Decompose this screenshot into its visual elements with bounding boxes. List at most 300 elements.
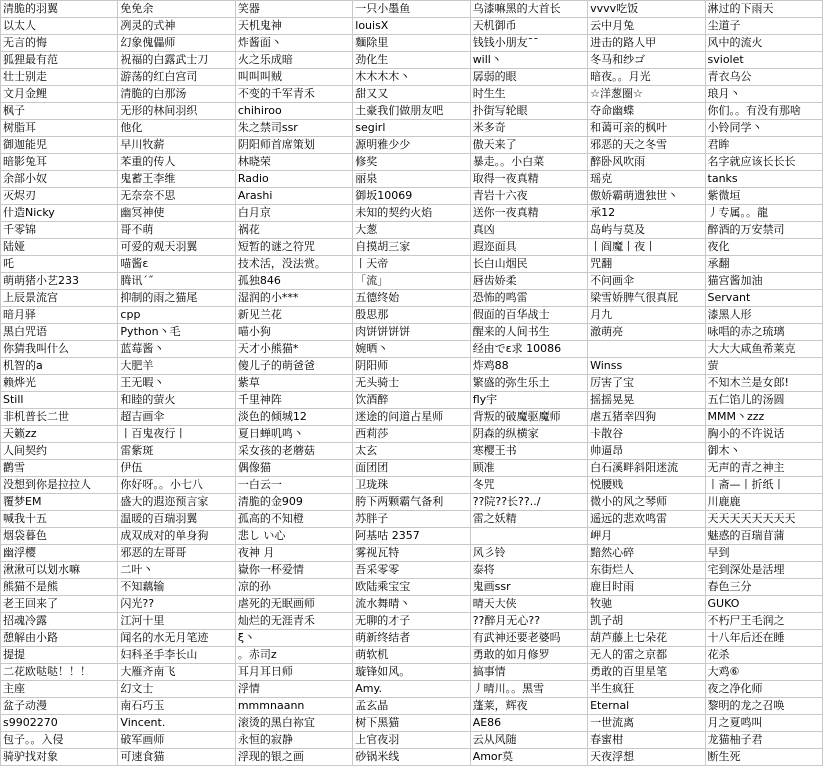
table-cell[interactable]: 欧陆乘宝宝 xyxy=(353,579,470,596)
table-cell[interactable]: 二花欧哒哒！！！ xyxy=(1,664,118,681)
table-cell[interactable]: 大大大咸鱼希莱克 xyxy=(705,341,822,358)
table-cell[interactable]: 风中的流火 xyxy=(705,35,822,52)
table-cell[interactable]: 覆梦EM xyxy=(1,494,118,511)
table-cell[interactable]: 机智的a xyxy=(1,358,118,375)
table-cell[interactable]: 宅到深处是活埋 xyxy=(705,562,822,579)
table-cell[interactable]: 祝福的白露武士刀 xyxy=(118,52,235,69)
table-cell[interactable]: 你猜我叫什么 xyxy=(1,341,118,358)
table-cell[interactable]: 丿晴川。。黑雪 xyxy=(470,681,587,698)
table-cell[interactable]: 晴天大侠 xyxy=(470,596,587,613)
table-cell[interactable]: will丶 xyxy=(470,52,587,69)
table-cell[interactable]: 饮酒醉 xyxy=(353,392,470,409)
table-cell[interactable]: 肉饼饼饼饼 xyxy=(353,324,470,341)
table-cell[interactable]: 春色三分 xyxy=(705,579,822,596)
table-cell[interactable]: 太玄 xyxy=(353,443,470,460)
table-cell[interactable]: 清脆的羽翼 xyxy=(1,1,118,18)
table-cell[interactable]: 经由でɛ求 10086 xyxy=(470,341,587,358)
table-cell[interactable]: 天天天天天天天天 xyxy=(705,511,822,528)
table-cell[interactable]: 川鹿鹿 xyxy=(705,494,822,511)
table-cell[interactable]: segirl xyxy=(353,120,470,137)
table-cell[interactable]: 卡散谷 xyxy=(588,426,705,443)
table-cell[interactable]: 丿专属。。龍 xyxy=(705,205,822,222)
table-cell[interactable]: 嶽你一杯爱情 xyxy=(235,562,352,579)
table-cell[interactable]: 淡色的倾城12 xyxy=(235,409,352,426)
table-cell[interactable]: 天才小熊猫* xyxy=(235,341,352,358)
table-cell[interactable]: 悲し い心 xyxy=(235,528,352,545)
table-cell[interactable]: 阴森的纵横家 xyxy=(470,426,587,443)
table-cell[interactable]: 青衣乌公 xyxy=(705,69,822,86)
table-cell[interactable]: 凯子胡 xyxy=(588,613,705,630)
table-cell[interactable]: 不知藕输 xyxy=(118,579,235,596)
table-cell[interactable]: 五仁馅儿的汤圆 xyxy=(705,392,822,409)
table-cell[interactable]: 火之乐成暗 xyxy=(235,52,352,69)
table-cell[interactable]: 胯下两颗霸气备利 xyxy=(353,494,470,511)
table-cell[interactable]: 江河十里 xyxy=(118,613,235,630)
table-cell[interactable]: 陆娅 xyxy=(1,239,118,256)
table-cell[interactable]: 幽浮樱 xyxy=(1,545,118,562)
table-cell[interactable]: 乌漆嘛黑的大首长 xyxy=(470,1,587,18)
table-cell[interactable]: 丨天帝 xyxy=(353,256,470,273)
table-cell[interactable]: 你们。。有没有那啥 xyxy=(705,103,822,120)
table-cell[interactable]: 林晓荣 xyxy=(235,154,352,171)
table-cell[interactable]: 有武神还要老婆吗 xyxy=(470,630,587,647)
table-cell[interactable]: 非机普长二世 xyxy=(1,409,118,426)
table-cell[interactable]: 送你一夜真精 xyxy=(470,205,587,222)
table-cell[interactable]: 半生疯狂 xyxy=(588,681,705,698)
table-cell[interactable]: 龙猫柚子君 xyxy=(705,732,822,749)
table-cell[interactable]: 天机鬼神 xyxy=(235,18,352,35)
table-cell[interactable]: 蓝莓酱丶 xyxy=(118,341,235,358)
table-cell[interactable]: 时生生 xyxy=(470,86,587,103)
table-cell[interactable]: 招魂冷露 xyxy=(1,613,118,630)
table-cell[interactable]: 二叶丶 xyxy=(118,562,235,579)
table-cell[interactable]: 赖烨光 xyxy=(1,375,118,392)
table-cell[interactable]: 不朽尸王毛润之 xyxy=(705,613,822,630)
table-cell[interactable]: 腾讯ˊ˝ xyxy=(118,273,235,290)
table-cell[interactable]: 早到 xyxy=(705,545,822,562)
table-cell[interactable]: 丨百鬼夜行丨 xyxy=(118,426,235,443)
table-cell[interactable]: 老王回来了 xyxy=(1,596,118,613)
table-cell[interactable]: 未知的契约火焰 xyxy=(353,205,470,222)
table-cell[interactable]: 紫微垣 xyxy=(705,188,822,205)
table-cell[interactable]: 可速食猫 xyxy=(118,749,235,766)
table-cell[interactable]: 不变的千军青禾 xyxy=(235,86,352,103)
table-cell[interactable]: tanks xyxy=(705,171,822,188)
table-cell[interactable]: 丽泉 xyxy=(353,171,470,188)
table-cell[interactable]: ☆洋葱圈☆ xyxy=(588,86,705,103)
table-cell[interactable]: 寒樱王书 xyxy=(470,443,587,460)
table-cell[interactable]: 烟袋暮色 xyxy=(1,528,118,545)
table-cell[interactable]: 夜神 月 xyxy=(235,545,352,562)
table-cell[interactable]: 灭烬刃 xyxy=(1,188,118,205)
table-cell[interactable]: 可爱的观天羽翼 xyxy=(118,239,235,256)
table-cell[interactable]: 免免余 xyxy=(118,1,235,18)
table-cell[interactable]: 吾采零零 xyxy=(353,562,470,579)
table-cell[interactable]: 葫芦藤上七朵花 xyxy=(588,630,705,647)
table-cell[interactable]: 名字就应该长长长 xyxy=(705,154,822,171)
table-cell[interactable]: 夜化 xyxy=(705,239,822,256)
table-cell[interactable]: 漆黑人形 xyxy=(705,307,822,324)
table-cell[interactable]: 笑器 xyxy=(235,1,352,18)
table-cell[interactable]: 技术活，没法赏。 xyxy=(235,256,352,273)
table-cell[interactable]: 不知木兰是女郎! xyxy=(705,375,822,392)
table-cell[interactable]: 鹿目时雨 xyxy=(588,579,705,596)
table-cell[interactable]: Vincent. xyxy=(118,715,235,732)
table-cell[interactable]: 熊猫不是熊 xyxy=(1,579,118,596)
table-cell[interactable]: 盛大的遐迩预言家 xyxy=(118,494,235,511)
table-cell[interactable]: 唇齿娇柔 xyxy=(470,273,587,290)
table-cell[interactable]: 破军画师 xyxy=(118,732,235,749)
table-cell[interactable]: 鬼蓄王李维 xyxy=(118,171,235,188)
table-cell[interactable]: 无聊的才子 xyxy=(353,613,470,630)
table-cell[interactable]: 树下黑猫 xyxy=(353,715,470,732)
table-cell[interactable]: 夜之净化师 xyxy=(705,681,822,698)
table-cell[interactable]: 炸鸡88 xyxy=(470,358,587,375)
table-cell[interactable]: 麵除里 xyxy=(353,35,470,52)
table-cell[interactable]: 鬼画ssr xyxy=(470,579,587,596)
table-cell[interactable]: 「流」 xyxy=(353,273,470,290)
table-cell[interactable]: 萌萌猪小艺233 xyxy=(1,273,118,290)
table-cell[interactable]: 遐迩面具 xyxy=(470,239,587,256)
table-cell[interactable]: 他化 xyxy=(118,120,235,137)
table-cell[interactable]: 没想到你是拉拉人 xyxy=(1,477,118,494)
table-cell[interactable]: 傲娇霸萌遗独世丶 xyxy=(588,188,705,205)
table-cell[interactable]: Winss xyxy=(588,358,705,375)
table-cell[interactable]: 断生死 xyxy=(705,749,822,766)
table-cell[interactable]: 千里神阵 xyxy=(235,392,352,409)
table-cell[interactable]: 猫宫酱加油 xyxy=(705,273,822,290)
table-cell[interactable]: 以太人 xyxy=(1,18,118,35)
table-cell[interactable]: 吒 xyxy=(1,256,118,273)
table-cell[interactable]: 自摸胡三家 xyxy=(353,239,470,256)
table-cell[interactable]: 月之夏鸣叫 xyxy=(705,715,822,732)
table-cell[interactable]: 流水舞晴丶 xyxy=(353,596,470,613)
table-cell[interactable]: 微小的风之琴师 xyxy=(588,494,705,511)
table-cell[interactable]: 真凶 xyxy=(470,222,587,239)
table-cell[interactable]: fly宇 xyxy=(470,392,587,409)
table-cell[interactable]: 游荡的红白宫司 xyxy=(118,69,235,86)
table-cell[interactable]: 无言的悔 xyxy=(1,35,118,52)
table-cell[interactable]: 月九 xyxy=(588,307,705,324)
table-cell[interactable]: 闪光?? xyxy=(118,596,235,613)
table-cell[interactable]: 冽灵的式神 xyxy=(118,18,235,35)
table-cell[interactable]: 承翻 xyxy=(705,256,822,273)
table-cell[interactable]: 泰将 xyxy=(470,562,587,579)
table-cell[interactable]: 长白山烟民 xyxy=(470,256,587,273)
table-cell[interactable]: 耳月耳日师 xyxy=(235,664,352,681)
table-cell[interactable]: Arashi xyxy=(235,188,352,205)
table-cell[interactable]: 蓬莱，辉夜 xyxy=(470,698,587,715)
table-cell[interactable]: 青岩十六夜 xyxy=(470,188,587,205)
table-cell[interactable]: 劲化生 xyxy=(353,52,470,69)
table-cell[interactable]: Eternal xyxy=(588,698,705,715)
table-cell[interactable]: 丨斋—丨折纸丨 xyxy=(705,477,822,494)
table-cell[interactable]: s9902270 xyxy=(1,715,118,732)
table-cell[interactable]: 风彡铃 xyxy=(470,545,587,562)
table-cell[interactable]: 卫珑珠 xyxy=(353,477,470,494)
table-cell[interactable]: 魅惑的百瑞苜蒲 xyxy=(705,528,822,545)
table-cell[interactable]: 婉晒丶 xyxy=(353,341,470,358)
table-cell[interactable]: 早川牧薪 xyxy=(118,137,235,154)
table-cell[interactable]: 暗影兔耳 xyxy=(1,154,118,171)
table-cell[interactable]: Radio xyxy=(235,171,352,188)
table-cell[interactable]: 取得一夜真精 xyxy=(470,171,587,188)
table-cell[interactable]: 小铃同学丶 xyxy=(705,120,822,137)
table-cell[interactable]: 苏胖子 xyxy=(353,511,470,528)
table-cell[interactable]: 西莉莎 xyxy=(353,426,470,443)
table-cell[interactable]: 余部小奴 xyxy=(1,171,118,188)
table-cell[interactable]: 无人的雷之京都 xyxy=(588,647,705,664)
table-cell[interactable]: 傲天来了 xyxy=(470,137,587,154)
table-cell[interactable]: 鹳雪 xyxy=(1,460,118,477)
table-cell[interactable]: 淋过的下雨天 xyxy=(705,1,822,18)
table-cell[interactable]: 咏唱的赤之琉璃 xyxy=(705,324,822,341)
table-cell[interactable]: 孤独846 xyxy=(235,273,352,290)
table-cell[interactable]: 尘道子 xyxy=(705,18,822,35)
table-cell[interactable]: 孤高的不知橙 xyxy=(235,511,352,528)
table-cell[interactable]: Python丶毛 xyxy=(118,324,235,341)
table-cell[interactable]: MMM丶zzz xyxy=(705,409,822,426)
table-cell[interactable]: 闻名的水无月笔迹 xyxy=(118,630,235,647)
table-cell[interactable]: 悦腰贱 xyxy=(588,477,705,494)
table-cell[interactable]: 树脂耳 xyxy=(1,120,118,137)
table-cell[interactable]: 伊伍 xyxy=(118,460,235,477)
table-cell[interactable]: 御坂10069 xyxy=(353,188,470,205)
table-cell[interactable]: 甜又又 xyxy=(353,86,470,103)
table-cell[interactable]: 永恒的寂静 xyxy=(235,732,352,749)
table-cell[interactable]: 主座 xyxy=(1,681,118,698)
table-cell[interactable]: 勇敢的如月修罗 xyxy=(470,647,587,664)
table-cell[interactable]: 提提 xyxy=(1,647,118,664)
table-cell[interactable]: 背叛的破魔驱魔师 xyxy=(470,409,587,426)
table-cell[interactable]: 黎明的龙之召唤 xyxy=(705,698,822,715)
table-cell[interactable]: 清脆的金909 xyxy=(235,494,352,511)
table-cell[interactable]: 无声的青之神主 xyxy=(705,460,822,477)
table-cell[interactable]: Servant xyxy=(705,290,822,307)
table-cell[interactable]: 雾视瓦特 xyxy=(353,545,470,562)
table-cell[interactable]: 黑白咒语 xyxy=(1,324,118,341)
table-cell[interactable]: 阿基咕 2357 xyxy=(353,528,470,545)
table-cell[interactable]: 一只小墨鱼 xyxy=(353,1,470,18)
table-cell[interactable]: 无形的林间羽织 xyxy=(118,103,235,120)
table-cell[interactable]: GUKO xyxy=(705,596,822,613)
table-cell[interactable]: 虐死的无眠画师 xyxy=(235,596,352,613)
table-cell[interactable]: 湿润的小*** xyxy=(235,290,352,307)
table-cell[interactable]: Amy. xyxy=(353,681,470,698)
table-cell[interactable]: 炸酱面丶 xyxy=(235,35,352,52)
table-cell[interactable]: 瑶克 xyxy=(588,171,705,188)
table-cell[interactable]: 岛屿与莫及 xyxy=(588,222,705,239)
table-cell[interactable]: 萌新终结者 xyxy=(353,630,470,647)
table-cell[interactable]: 扑街写轮眼 xyxy=(470,103,587,120)
table-cell[interactable]: 大鸡⑥ xyxy=(705,664,822,681)
table-cell[interactable]: 岬月 xyxy=(588,528,705,545)
table-cell[interactable]: 幻文士 xyxy=(118,681,235,698)
table-cell[interactable]: 祸花 xyxy=(235,222,352,239)
table-cell[interactable]: 帅逼昂 xyxy=(588,443,705,460)
table-cell[interactable]: 采女孩的老蘑菇 xyxy=(235,443,352,460)
table-cell[interactable]: 木木木木丶 xyxy=(353,69,470,86)
table-cell[interactable]: 云从风随 xyxy=(470,732,587,749)
table-cell[interactable]: 君眸 xyxy=(705,137,822,154)
table-cell[interactable]: 天籁zz xyxy=(1,426,118,443)
table-cell[interactable]: 偶像猫 xyxy=(235,460,352,477)
table-cell[interactable]: 雷紫斑 xyxy=(118,443,235,460)
table-cell[interactable]: 钱钱小朋友¯¯ xyxy=(470,35,587,52)
table-cell[interactable]: 夺命幽蝶 xyxy=(588,103,705,120)
table-cell[interactable]: 萌软机 xyxy=(353,647,470,664)
table-cell[interactable]: 东街烂人 xyxy=(588,562,705,579)
table-cell[interactable]: cpp xyxy=(118,307,235,324)
table-cell[interactable]: 厉害了宝 xyxy=(588,375,705,392)
table-cell[interactable]: 摇摇晃晃 xyxy=(588,392,705,409)
table-cell[interactable]: 遥远的悲欢鸣雷 xyxy=(588,511,705,528)
table-cell[interactable]: 上辰景流宫 xyxy=(1,290,118,307)
table-cell[interactable]: 黯然心碎 xyxy=(588,545,705,562)
table-cell[interactable]: 五德终始 xyxy=(353,290,470,307)
table-cell[interactable]: 无奈奈不思 xyxy=(118,188,235,205)
table-cell[interactable]: 妇科圣手李长山 xyxy=(118,647,235,664)
table-cell[interactable]: 萤 xyxy=(705,358,822,375)
table-cell[interactable]: 面团团 xyxy=(353,460,470,477)
table-cell[interactable]: AE86 xyxy=(470,715,587,732)
table-cell[interactable]: 御木丶 xyxy=(705,443,822,460)
table-cell[interactable]: 骑驴找对象 xyxy=(1,749,118,766)
table-cell[interactable]: mmmnaann xyxy=(235,698,352,715)
table-cell[interactable]: 和睦的萤火 xyxy=(118,392,235,409)
table-cell[interactable]: 云中月兔 xyxy=(588,18,705,35)
table-cell[interactable]: 梁雪娇脾气很真屁 xyxy=(588,290,705,307)
table-cell[interactable]: 浮情 xyxy=(235,681,352,698)
table-cell[interactable]: 孱弱的眼 xyxy=(470,69,587,86)
table-cell[interactable]: 无头骑士 xyxy=(353,375,470,392)
table-cell[interactable]: 滚烫的黑白祢宜 xyxy=(235,715,352,732)
table-cell[interactable]: 憩解由小路 xyxy=(1,630,118,647)
table-cell[interactable]: 御迦能児 xyxy=(1,137,118,154)
table-cell[interactable]: 花杀 xyxy=(705,647,822,664)
table-cell[interactable]: 澈萌亮 xyxy=(588,324,705,341)
table-cell[interactable]: 喊我十五 xyxy=(1,511,118,528)
table-cell[interactable]: 承12 xyxy=(588,205,705,222)
table-cell[interactable]: 短暂的谜之符咒 xyxy=(235,239,352,256)
table-cell[interactable]: 一白云一 xyxy=(235,477,352,494)
table-cell[interactable]: 喵酱ɛ xyxy=(118,256,235,273)
table-cell[interactable]: 暗夜。。月光 xyxy=(588,69,705,86)
table-cell[interactable]: Amor莫 xyxy=(470,749,587,766)
table-cell[interactable]: 十八年后还在睡 xyxy=(705,630,822,647)
table-cell[interactable]: 殷思那 xyxy=(353,307,470,324)
table-cell[interactable]: louisX xyxy=(353,18,470,35)
table-cell[interactable]: 暴走。。小白菜 xyxy=(470,154,587,171)
table-cell[interactable]: 成双成对的单身狗 xyxy=(118,528,235,545)
table-cell[interactable]: 什造Nicky xyxy=(1,205,118,222)
table-cell[interactable]: 上官夜羽 xyxy=(353,732,470,749)
table-cell[interactable]: 丨阎魔丨夜丨 xyxy=(588,239,705,256)
table-cell[interactable]: chihiroo xyxy=(235,103,352,120)
table-cell[interactable]: 文月金鲤 xyxy=(1,86,118,103)
table-cell[interactable]: 清脆的白那汤 xyxy=(118,86,235,103)
table-cell[interactable]: 壮士别走 xyxy=(1,69,118,86)
table-cell[interactable]: 南石巧玉 xyxy=(118,698,235,715)
table-cell[interactable]: 阴阳师 xyxy=(353,358,470,375)
table-cell[interactable]: 醒来的人间书生 xyxy=(470,324,587,341)
table-cell[interactable]: 咒翻 xyxy=(588,256,705,273)
table-cell[interactable]: 盆子动漫 xyxy=(1,698,118,715)
table-cell[interactable]: sviolet xyxy=(705,52,822,69)
table-cell[interactable]: 大葱 xyxy=(353,222,470,239)
table-cell[interactable] xyxy=(470,528,587,545)
table-cell[interactable]: 新见兰花 xyxy=(235,307,352,324)
table-cell[interactable]: 不问画伞 xyxy=(588,273,705,290)
table-cell[interactable]: 迷途的问道占星师 xyxy=(353,409,470,426)
table-cell[interactable]: 温暖的百瑞羽翼 xyxy=(118,511,235,528)
table-cell[interactable]: 浮现的银之画 xyxy=(235,749,352,766)
table-cell[interactable]: ξ丶 xyxy=(235,630,352,647)
table-cell[interactable]: 搞事情 xyxy=(470,664,587,681)
table-cell[interactable]: 幻象傀儡师 xyxy=(118,35,235,52)
table-cell[interactable]: 砂锅米线 xyxy=(353,749,470,766)
table-cell[interactable]: 邪恶的左哥哥 xyxy=(118,545,235,562)
table-cell[interactable]: 牧驰 xyxy=(588,596,705,613)
table-cell[interactable]: 孟玄晶 xyxy=(353,698,470,715)
table-cell[interactable] xyxy=(588,341,705,358)
table-cell[interactable]: 。赤司z xyxy=(235,647,352,664)
table-cell[interactable]: 冬马和纱ゴ xyxy=(588,52,705,69)
table-cell[interactable]: 灿烂的无涯青禾 xyxy=(235,613,352,630)
table-cell[interactable]: 米多奇 xyxy=(470,120,587,137)
table-cell[interactable]: 胸小的不许说话 xyxy=(705,426,822,443)
table-cell[interactable]: 源明雅少少 xyxy=(353,137,470,154)
table-cell[interactable]: 湫湫可以划水嘛 xyxy=(1,562,118,579)
table-cell[interactable]: 春蜜柑 xyxy=(588,732,705,749)
table-cell[interactable]: 暗月驿 xyxy=(1,307,118,324)
table-cell[interactable]: 狐狸最有范 xyxy=(1,52,118,69)
table-cell[interactable]: 天机御币 xyxy=(470,18,587,35)
table-cell[interactable]: ??院??长??../ xyxy=(470,494,587,511)
table-cell[interactable]: 抑制的雨之猫尾 xyxy=(118,290,235,307)
table-cell[interactable]: 璇锋如风。 xyxy=(353,664,470,681)
table-cell[interactable]: 枫子 xyxy=(1,103,118,120)
table-cell[interactable]: 顾准 xyxy=(470,460,587,477)
table-cell[interactable]: 大肥羊 xyxy=(118,358,235,375)
table-cell[interactable]: 凉的孙 xyxy=(235,579,352,596)
table-cell[interactable]: 邪恶的天之冬雪 xyxy=(588,137,705,154)
table-cell[interactable]: 苯重的传人 xyxy=(118,154,235,171)
table-cell[interactable]: 朱之禁司ssr xyxy=(235,120,352,137)
table-cell[interactable]: 进击的路人甲 xyxy=(588,35,705,52)
table-cell[interactable]: 假面的百华战士 xyxy=(470,307,587,324)
table-cell[interactable]: 雷之妖精 xyxy=(470,511,587,528)
table-cell[interactable]: 琅月丶 xyxy=(705,86,822,103)
table-cell[interactable]: 一世流离 xyxy=(588,715,705,732)
table-cell[interactable]: 阴阳师首席策划 xyxy=(235,137,352,154)
table-cell[interactable]: 冬咒 xyxy=(470,477,587,494)
table-cell[interactable]: 喵小狗 xyxy=(235,324,352,341)
table-cell[interactable]: 超吉画伞 xyxy=(118,409,235,426)
table-cell[interactable]: 紫草 xyxy=(235,375,352,392)
table-cell[interactable]: 恐怖的鸣雷 xyxy=(470,290,587,307)
table-cell[interactable]: 哥不萌 xyxy=(118,222,235,239)
table-cell[interactable]: 傻儿子的萌爸爸 xyxy=(235,358,352,375)
table-cell[interactable]: 幽冥神使 xyxy=(118,205,235,222)
table-cell[interactable]: 修奖 xyxy=(353,154,470,171)
table-cell[interactable]: 你好呀。。小七八 xyxy=(118,477,235,494)
table-cell[interactable]: 王无暇丶 xyxy=(118,375,235,392)
table-cell[interactable]: 醉卧风吹雨 xyxy=(588,154,705,171)
table-cell[interactable]: 大雁齐南飞 xyxy=(118,664,235,681)
table-cell[interactable]: 夏日蝉叽鸣丶 xyxy=(235,426,352,443)
table-cell[interactable]: 勇敢的百里星笔 xyxy=(588,664,705,681)
